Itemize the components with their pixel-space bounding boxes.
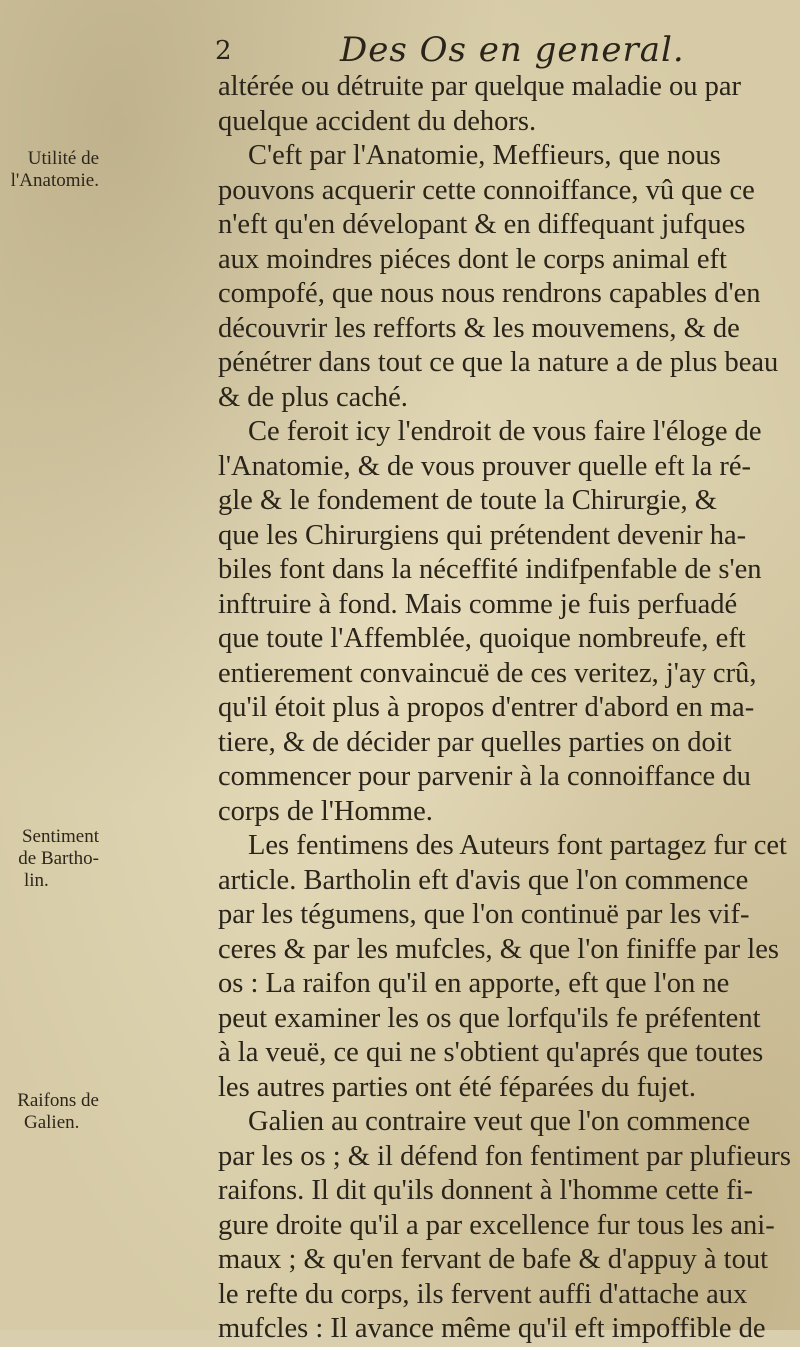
text-line: ceres & par les mufcles, & que l'on finiffe par les	[218, 933, 779, 965]
text-line: aux moindres piéces dont le corps animal eft	[218, 243, 727, 275]
margin-note-line: lin.	[24, 870, 49, 891]
text-line: inftruire à fond. Mais comme je fuis perfuadé	[218, 588, 738, 620]
text-line: & de plus caché.	[218, 381, 408, 413]
text-line: Ce feroit icy l'endroit de vous faire l'éloge de	[248, 416, 762, 447]
text-line: découvrir les refforts & les mouvemens, & de	[218, 312, 740, 344]
text-line: raifons. Il dit qu'ils donnent à l'homme cette fi-	[218, 1175, 754, 1206]
margin-note-line: de Bartho-	[18, 848, 99, 869]
text-line: biles font dans la néceffité indifpenfable de s'en	[218, 554, 762, 585]
margin-note-bartholin	[4, 826, 99, 892]
text-line: altérée ou détruite par quelque maladie ou par	[218, 71, 742, 102]
text-line: peut examiner les os que lorfqu'ils fe préfentent	[218, 1002, 761, 1034]
text-line: maux ; & qu'en fervant de bafe & d'appuy à tout	[218, 1244, 769, 1275]
text-line: par les os ; & il défend fon fentiment par plufieurs	[218, 1140, 792, 1172]
text-line: gure droite qu'il a par excellence fur tous les ani-	[218, 1209, 775, 1241]
text-line: pénétrer dans tout ce que la nature a de plus beau	[218, 347, 779, 378]
text-line: compofé, que nous nous rendrons capables d'en	[218, 278, 761, 309]
text-line: article. Bartholin eft d'avis que l'on commence	[218, 864, 749, 896]
text-line: l'Anatomie, & de vous prouver quelle eft la ré-	[218, 450, 751, 482]
margin-note-utilite	[4, 148, 99, 192]
text-line: corps de l'Homme.	[218, 795, 433, 827]
text-line: pouvons acquerir cette connoiffance, vû que ce	[218, 174, 755, 206]
text-line: Les fentimens des Auteurs font partagez fur cet	[248, 830, 787, 861]
text-line: os : La raifon qu'il en apporte, eft que l'on ne	[218, 968, 730, 999]
text-line: gle & le fondement de toute la Chirurgie, &	[218, 485, 717, 516]
text-line: tiere, & de décider par quelles parties on doit	[218, 726, 732, 758]
text-line: quelque accident du dehors.	[218, 105, 537, 137]
margin-note-line: l'Anatomie.	[10, 170, 99, 191]
text-line: par les tégumens, que l'on continuë par les vif-	[218, 899, 750, 930]
text-line: entierement convaincuë de ces veritez, j'ay crû,	[218, 657, 757, 689]
text-line: que les Chirurgiens qui prétendent devenir ha-	[218, 519, 747, 551]
text-line: que toute l'Affemblée, quoique nombreufe, eft	[218, 623, 746, 654]
margin-note-line: Utilité de	[27, 148, 99, 169]
text-line: commencer pour parvenir à la connoiffance du	[218, 761, 751, 792]
text-line: C'eft par l'Anatomie, Meffieurs, que nous	[248, 140, 721, 171]
text-line: mufcles : Il avance même qu'il eft impoffible de	[218, 1313, 766, 1344]
margin-note-line: Galien.	[24, 1112, 80, 1133]
text-line: qu'il étoit plus à propos d'entrer d'abord en ma-	[218, 692, 755, 723]
text-line: à la veuë, ce qui ne s'obtient qu'aprés que toutes	[218, 1037, 764, 1068]
margin-note-galien	[4, 1090, 99, 1134]
text-line: Galien au contraire veut que l'on commence	[248, 1106, 751, 1137]
running-head	[0, 30, 800, 70]
margin-note-line: Sentiment	[21, 826, 99, 847]
margin-note-line: Raifons de	[17, 1090, 99, 1111]
page-title: Des Os en general.	[340, 30, 685, 70]
text-line: n'eft qu'en dévelopant & en diffequant jufques	[218, 209, 746, 240]
text-line: les autres parties ont été féparées du fujet.	[218, 1071, 696, 1103]
text-line: le refte du corps, ils fervent auffi d'attache aux	[218, 1278, 748, 1310]
body-text	[218, 70, 792, 1347]
page-number: 2	[215, 36, 232, 66]
